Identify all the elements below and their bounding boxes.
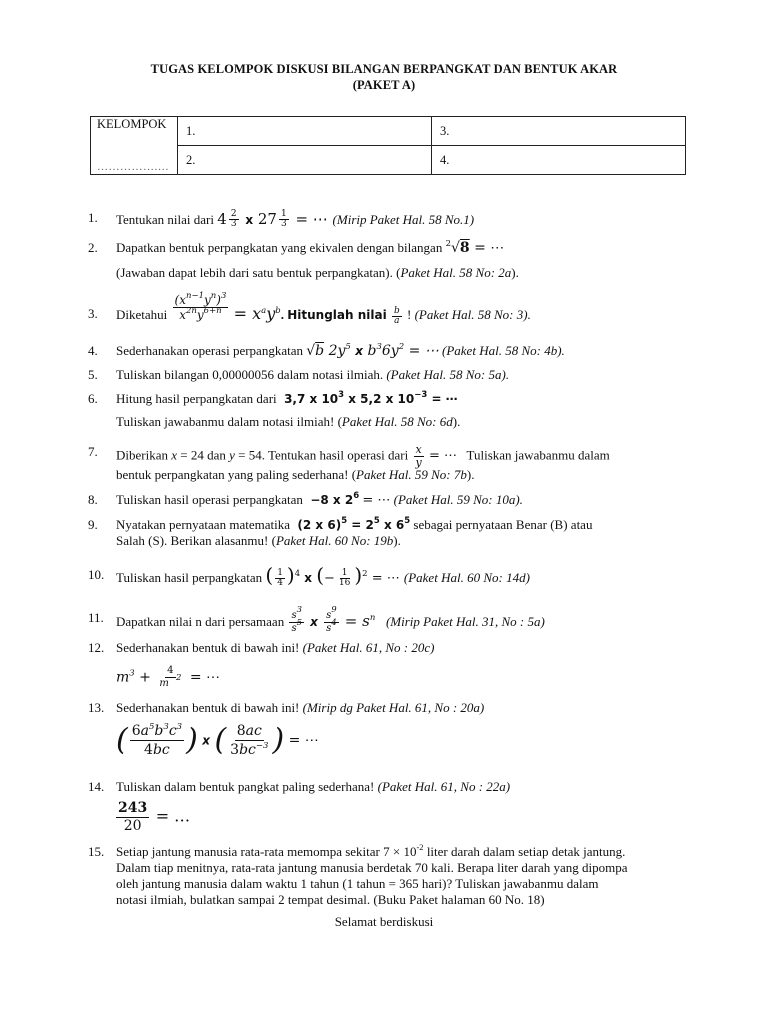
question-reference: (Mirip Paket Hal. 58 No.1) (332, 212, 475, 227)
math-expression: $\frac{s^3}{s^5}$ x $\frac{s^9}{s^4}$ = $s^n$ (291, 605, 376, 634)
question-number: 15. (88, 844, 105, 859)
question-reference: (Mirip dg Paket Hal. 61, No : 20a) (302, 700, 485, 715)
group-label: KELOMPOK (97, 117, 167, 131)
question-number: 1. (88, 210, 98, 225)
question-10 (88, 563, 698, 588)
member-cell-1: 1. (178, 117, 432, 146)
question-text: Tentukan nilai dari (116, 212, 215, 227)
question-reference: (Paket Hal. 61, No : 22a) (377, 779, 511, 794)
closing-message: Selamat berdiskusi (334, 914, 434, 929)
question-9: 9. Nyatakan pernyataan matematika (2 x $6)^5 = 2^5$ x $6^5$ sebagai pernyataan Benar (B) atau (88, 516, 593, 532)
question-text: Tuliskan hasil perpangkatan (116, 570, 263, 585)
question-number: 13. (88, 700, 105, 715)
question-text: Tuliskan hasil operasi perpangkatan (116, 492, 303, 507)
question-13 (88, 700, 698, 716)
question-text: Dapatkan nilai n dari persamaan (116, 614, 285, 629)
question-8: 8. Tuliskan hasil operasi perpangkatan −8 x $2^6$ = ⋯ (Paket Hal. 59 No: 10a). (88, 491, 523, 508)
math-fraction-b-over-a: $\frac{b}{a}$ (393, 305, 400, 326)
math-expression: −8 x $2^6$ (306, 491, 360, 507)
question-number: 6. (88, 391, 98, 406)
question-text: Tuliskan bilangan 0,00000056 dalam notasi ilmiah. (116, 367, 384, 382)
question-number: 4. (88, 343, 98, 358)
question-text: Diketahui (116, 307, 168, 322)
question-text: Sederhanakan bentuk di bawah ini! (116, 640, 300, 655)
question-9-line-2: Salah (S). Berikan alasanmu! (Paket Hal. 60 No: 19b). (116, 533, 401, 548)
question-reference: (Mirip Paket Hal. 31, No : 5a) (385, 614, 545, 629)
question-text: Nyatakan pernyataan matematika (116, 517, 290, 532)
question-reference: (Paket Hal. 60 No: 14d) (403, 570, 530, 585)
question-reference: (Paket Hal. 58 No: 3). (414, 307, 531, 322)
question-text: Sederhanakan bentuk di bawah ini! (116, 700, 300, 715)
question-text: Sederhanakan operasi perpangkatan (116, 343, 303, 358)
question-text: Tuliskan dalam bentuk pangkat paling sederhana! (116, 779, 375, 794)
question-text: Hitung hasil perpangkatan dari (116, 391, 277, 406)
math-expression: √b $2y^5$ x $b^36y^2$ = ⋯ (306, 342, 439, 359)
question-14-expression: $\frac{243}{20}$ = … (118, 800, 191, 834)
question-6 (88, 391, 698, 407)
question-1 (88, 210, 698, 229)
question-reference: (Paket Hal. 58 No: 4b). (442, 343, 565, 358)
question-number: 3. (88, 306, 98, 321)
question-reference: (Paket Hal. 61, No : 20c) (302, 640, 435, 655)
question-4 (88, 343, 698, 359)
question-2 (88, 240, 698, 256)
question-number: 5. (88, 367, 98, 382)
question-text-mid: Hitunglah nilai (287, 308, 387, 322)
math-expression: ( $\frac{1}{4}$ )$^4$ x (− $\frac{1}{16}$ )$^2$ = ⋯ (265, 563, 404, 588)
question-number: 8. (88, 492, 98, 507)
question-7: 7. Diberikan x = 24 dan y = 54. Tentukan hasil operasi dari $\frac{x}{y}$ = ⋯ Tuliskan jawabanmu dalam (88, 443, 610, 469)
question-7-line-2: bentuk perpangkatan yang paling sederhana! (Paket Hal. 59 No: 7b). (116, 467, 475, 482)
question-6-line-2: Tuliskan jawabanmu dalam notasi ilmiah! (Paket Hal. 58 No: 6d). (116, 414, 461, 429)
member-cell-3: 3. (432, 117, 686, 146)
group-table (90, 116, 686, 175)
question-12-expression: $m^3$ + $\frac{4}{m^{-2}}$ = ⋯ (116, 665, 220, 689)
question-number: 14. (88, 779, 105, 794)
math-expression: $^2$√8 = ⋯ (445, 239, 505, 256)
page-title: TUGAS KELOMPOK DISKUSI BILANGAN BERPANGKAT DAN BENTUK AKAR (150, 62, 618, 76)
question-number: 7. (88, 444, 98, 459)
member-cell-4: 4. (432, 146, 686, 175)
question-2-line-2: (Jawaban dapat lebih dari satu bentuk perpangkatan). (Paket Hal. 58 No: 2a). (116, 265, 519, 280)
question-12 (88, 640, 698, 656)
question-reference: (Paket Hal. 59 No: 10a). (393, 492, 523, 507)
page-subtitle: (PAKET A) (352, 78, 416, 92)
question-number: 12. (88, 640, 105, 655)
question-number: 2. (88, 240, 98, 255)
math-expression: = $x^ay^b$ (233, 304, 281, 323)
math-fraction: $\frac{(x^{n-1}y^n)^3}{x^{2n}y^{6+n}}$ (174, 290, 227, 322)
member-cell-2: 2. (178, 146, 432, 175)
math-fraction-x-over-y: $\frac{x}{y}$ (415, 443, 422, 469)
math-expression: 4 $\frac{2}{3}$ x 27 $\frac{1}{3}$ = ⋯ (217, 209, 333, 229)
math-expression: (2 x $6)^5 = 2^5$ x $6^5$ (293, 516, 411, 532)
group-name-blank: …………….… (97, 161, 170, 173)
math-expression: 3,7 x $10^3$ x 5,2 x $10^{-3}$ = ⋯ (279, 390, 458, 406)
question-13-expression: ( $\frac{6a^5b^3c^3}{4bc}$ ) x ( $\frac{8ac}{3bc^{-3}}$ ) = ⋯ (116, 722, 319, 758)
question-15: 15. Setiap jantung manusia rata-rata memompa sekitar $7 \times 10^{-2}$ liter darah dalam setiap detak jantung. Dalam tiap menitnya, rata-rata jantung manusia berdetak 70 kali. Berapa liter darah yang dipompa oleh jantung manusia dalam waktu 1 tahun (1 tahun = 365 hari)? Tuliskan jawabanmu dalam notasi ilmiah, bulatkan sampai 2 tempat desimal. (Buku Paket halaman 60 No. 18) (88, 842, 628, 907)
question-5 (88, 367, 698, 383)
group-label-cell (91, 117, 178, 175)
question-11 (88, 605, 698, 635)
question-text: Dapatkan bentuk perpangkatan yang ekivalen dengan bilangan (116, 240, 443, 255)
question-number: 9. (88, 517, 98, 532)
question-3: 3. Diketahui $\frac{(x^{n-1}y^n)^3}{x^{2n}y^{6+n}}$ = $x^ay^b$. Hitunglah nilai $\frac{b}{a}$ ! (Paket Hal. 58 No: 3). (88, 290, 531, 326)
question-number: 11. (88, 610, 104, 625)
question-14 (88, 779, 698, 795)
question-number: 10. (88, 567, 105, 582)
question-reference: (Paket Hal. 58 No: 5a). (386, 367, 510, 382)
